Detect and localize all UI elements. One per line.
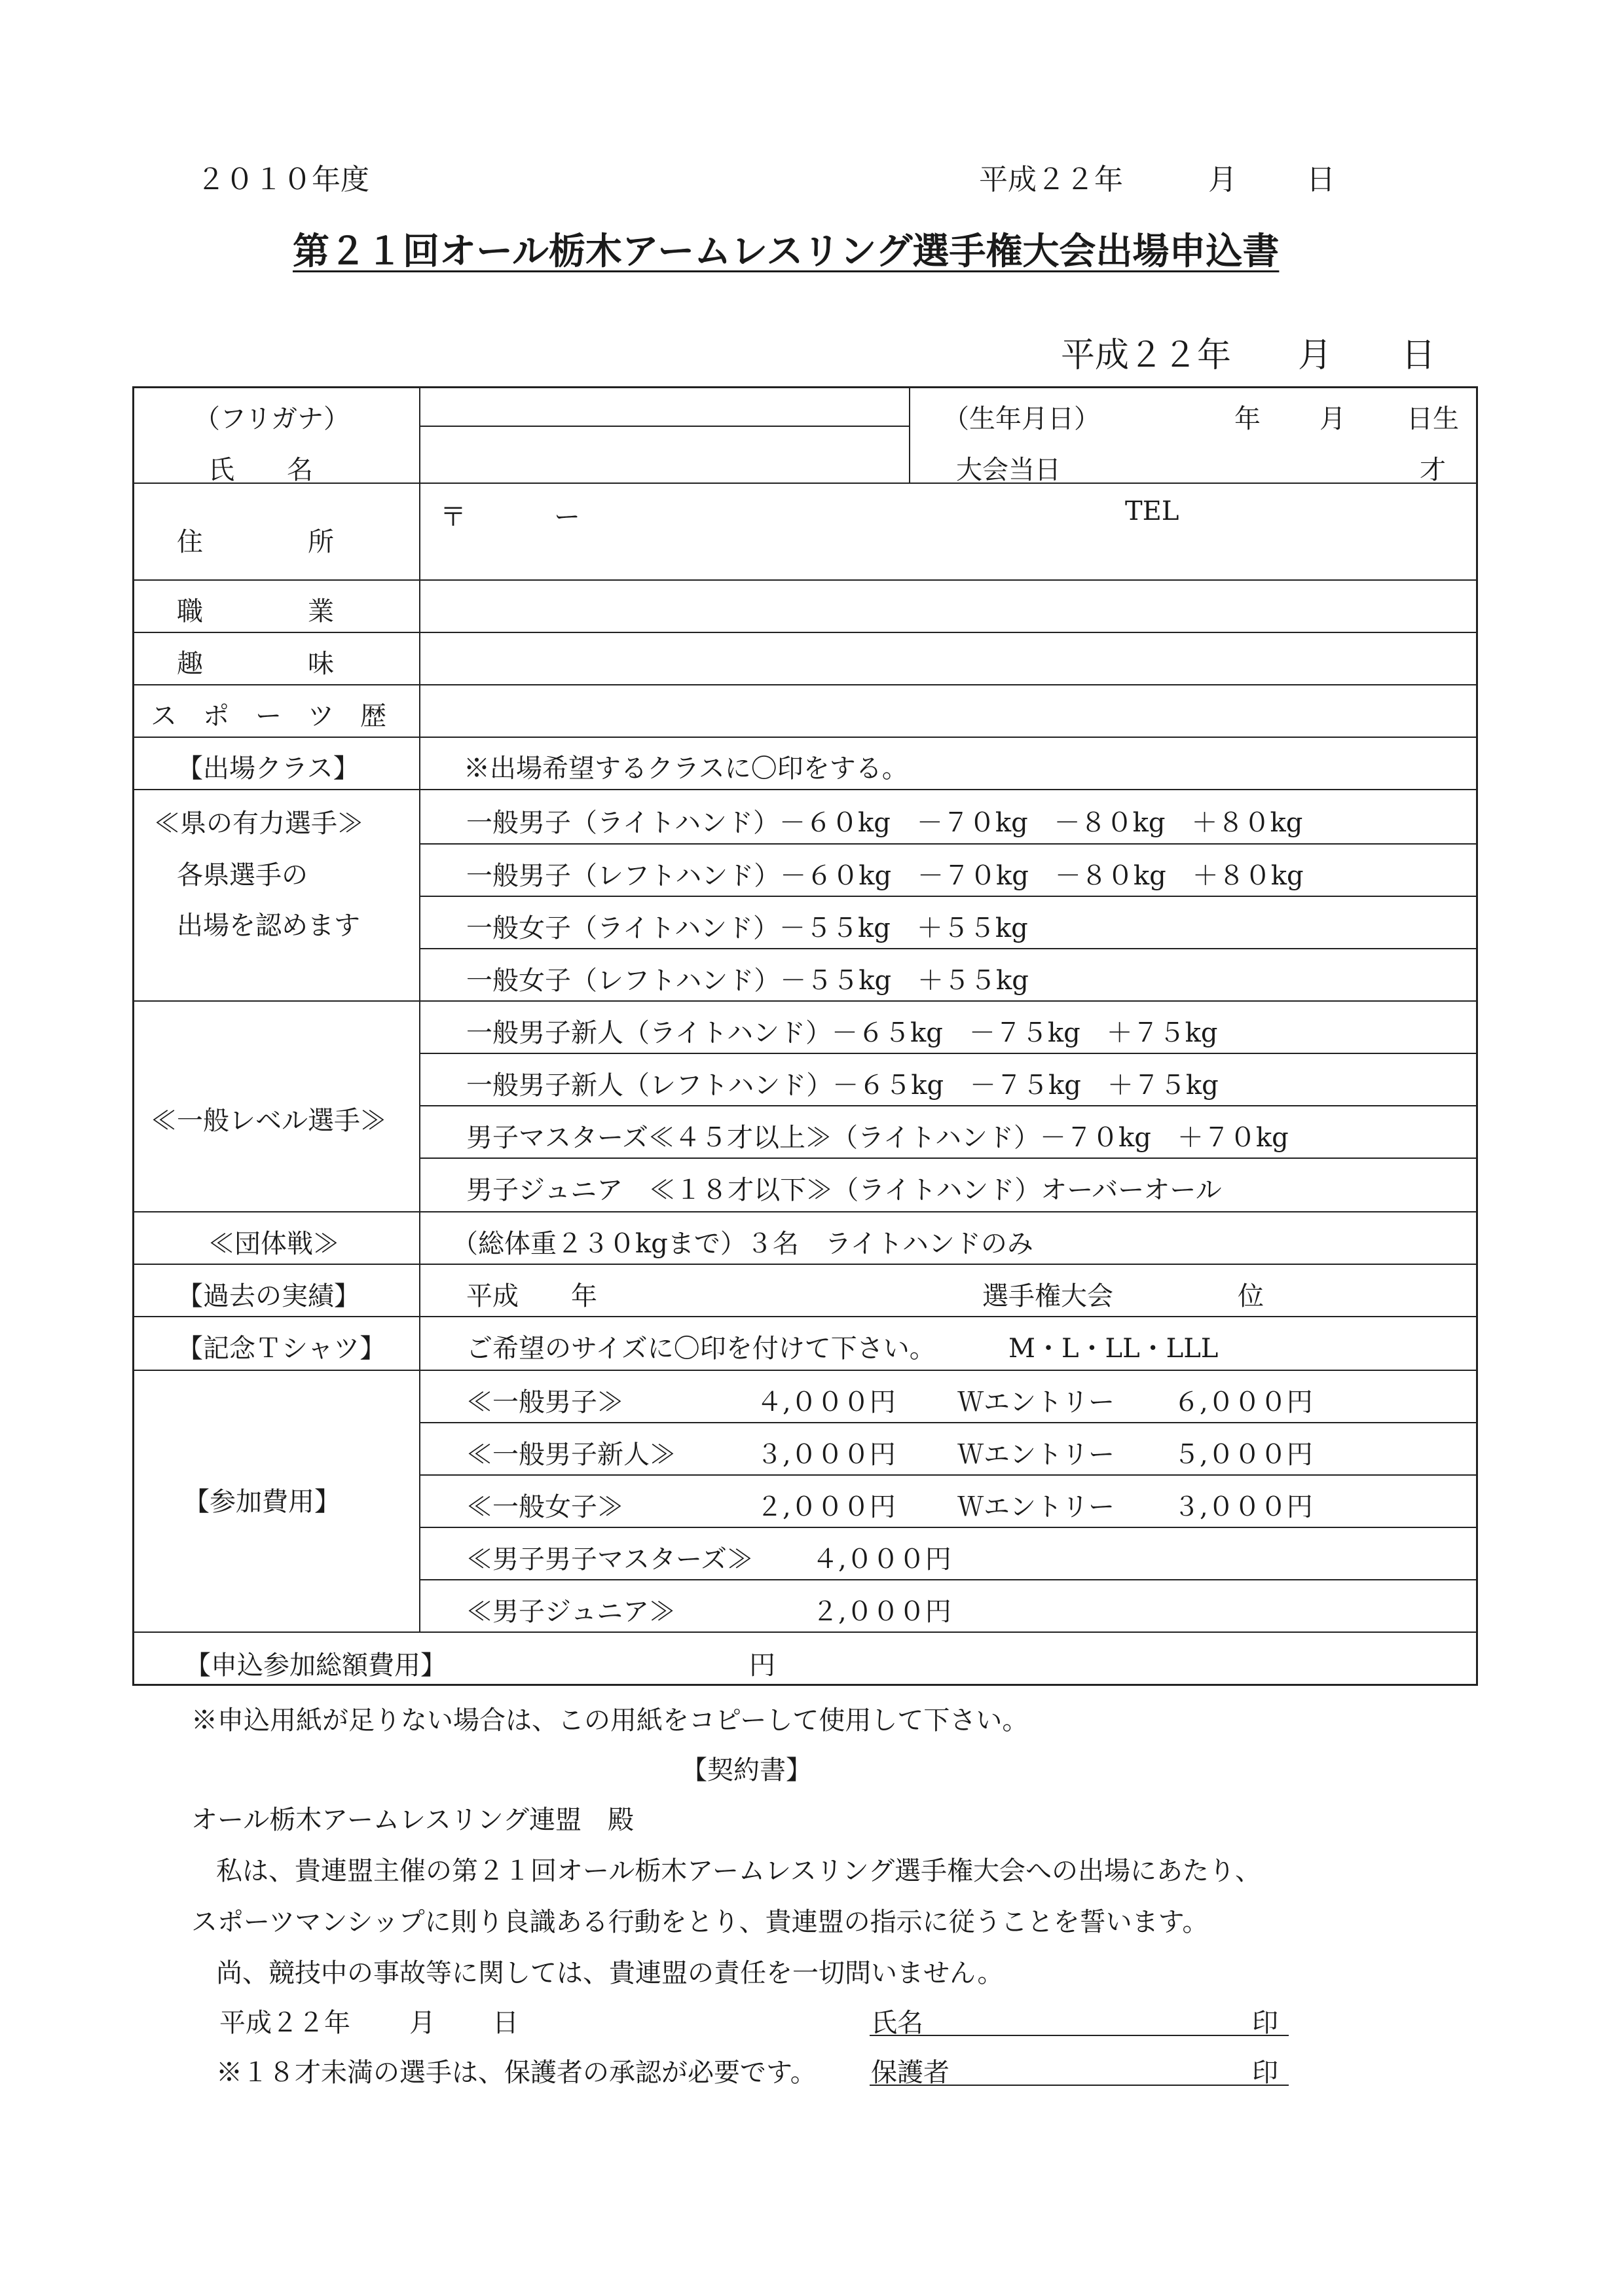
class-option[interactable]: 一般女子（レフトハンド）－５５kg ＋５５kg [466,966,1029,996]
sign-date-day: 日 [492,2008,519,2038]
form-date-day: 日 [1401,336,1436,375]
occupation-field[interactable] [422,582,1473,629]
w-entry-price: ５,０００円 [1173,1440,1313,1470]
fee-price: ２,０００円 [812,1597,951,1627]
strong-players-note-2: 出場を認めます [177,911,360,941]
guardian-seal: 印 [1252,2058,1278,2088]
postal-mark: 〒 [440,502,466,532]
class-option[interactable]: 一般男子（レフトハンド）－６０kg －７０kg －８０kg ＋８０kg [466,861,1304,891]
header-date-month: 月 [1208,163,1237,196]
w-entry-price: ３,０００円 [1173,1492,1313,1522]
name-label: 氏 名 [208,455,313,485]
hobby-label: 趣 味 [177,649,334,679]
class-option[interactable]: 一般女子（ライトハンド）－５５kg ＋５５kg [466,913,1028,943]
contract-title: 【契約書】 [681,1755,812,1785]
w-entry-label: Ｗエントリー [957,1387,1115,1417]
record-era: 平成 年 [466,1281,597,1311]
age-unit: 才 [1420,455,1446,485]
tshirt-label: 【記念Ｔシャツ】 [177,1334,386,1364]
general-players-label: ≪一般レベル選手≫ [151,1106,386,1136]
birth-month-unit: 月 [1320,404,1346,434]
fee-price: ４,０００円 [756,1387,896,1417]
class-option[interactable]: 一般男子（ライトハンド）－６０kg －７０kg －８０kg ＋８０kg [466,808,1303,838]
fee-name: ≪一般男子≫ [466,1387,623,1417]
tel-label: TEL [1125,496,1179,526]
form-date-era: 平成２２年 [1061,336,1232,375]
hobby-field[interactable] [422,634,1473,682]
signer-seal: 印 [1252,2008,1278,2038]
class-option[interactable]: 男子ジュニア ≪１８才以下≫（ライトハンド）オーバーオール [466,1175,1222,1205]
fee-price: ２,０００円 [756,1492,896,1522]
total-fee-label: 【申込参加総額費用】 [185,1650,447,1681]
contract-addressee: オール栃木アームレスリング連盟 殿 [191,1805,634,1835]
strong-players-label: ≪県の有力選手≫ [154,809,363,839]
address-label: 住 所 [177,527,334,557]
occupation-label: 職 業 [177,596,334,627]
birth-day-unit: 日生 [1407,404,1459,434]
fee-name: ≪一般女子≫ [466,1492,623,1522]
sports-history-field[interactable] [422,687,1473,734]
postal-dash: ー [554,502,580,532]
w-entry-label: Ｗエントリー [957,1492,1115,1522]
birth-year-unit: 年 [1234,404,1261,434]
w-entry-price: ６,０００円 [1173,1387,1313,1417]
total-fee-unit: 円 [749,1650,775,1681]
record-event: 選手権大会 [982,1281,1113,1311]
class-option[interactable]: 一般男子新人（ライトハンド）－６５kg －７５kg ＋７５kg [466,1018,1218,1048]
total-fee-field[interactable] [471,1637,747,1680]
sign-date-month: 月 [409,2008,435,2038]
tshirt-instruction: ご希望のサイズに〇印を付けて下さい。 [466,1334,936,1364]
pledge-line-1: 私は、貴連盟主催の第２１回オール栃木アームレスリング選手権大会への出場にあたり、 [216,1856,1261,1886]
fiscal-year: ２０１０年度 [196,163,369,196]
page-title: 第２１回オール栃木アームレスリング選手権大会出場申込書 [293,230,1280,273]
w-entry-label: Ｗエントリー [957,1440,1115,1470]
pledge-line-2: スポーツマンシップに則り良識ある行動をとり、貴連盟の指示に従うことを誓います。 [191,1907,1209,1937]
fee-price: ４,０００円 [812,1544,951,1575]
signer-name-line[interactable] [870,2035,1289,2036]
header-date-day: 日 [1306,163,1335,196]
pledge-line-3: 尚、競技中の事故等に関しては、貴連盟の責任を一切問いません。 [216,1958,1004,1988]
tshirt-sizes[interactable]: M・L・LL・LLL [1008,1334,1219,1364]
furigana-field[interactable] [422,389,906,423]
birth-label: （生年月日） [943,404,1100,434]
sports-history-label: ス ポ ー ツ 歴 [151,701,386,731]
copy-note: ※申込用紙が足りない場合は、この用紙をコピーして使用して下さい。 [191,1705,1029,1736]
record-rank: 位 [1238,1281,1264,1311]
signer-name-label: 氏名 [871,2008,923,2038]
header-date-era: 平成２２年 [979,163,1123,196]
guardian-label: 保護者 [871,2058,950,2088]
fee-price: ３,０００円 [756,1440,896,1470]
fee-name: ≪男子男子マスターズ≫ [466,1544,753,1575]
class-option[interactable]: 一般男子新人（レフトハンド）－６５kg －７５kg ＋７５kg [466,1070,1219,1101]
strong-players-note-1: 各県選手の [177,860,308,890]
team-option[interactable]: （総体重２３０kgまで）３名 ライトハンドのみ [452,1229,1033,1259]
fee-label: 【参加費用】 [183,1487,341,1517]
sign-date-era: 平成２２年 [219,2008,350,2038]
age-label: 大会当日 [956,455,1061,485]
guardian-name-line[interactable] [870,2085,1289,2086]
name-field[interactable] [422,429,906,479]
team-label: ≪団体戦≫ [208,1229,339,1259]
class-note: ※出場希望するクラスに〇印をする。 [464,754,908,784]
fee-name: ≪一般男子新人≫ [466,1440,676,1470]
fee-name: ≪男子ジュニア≫ [466,1597,676,1627]
record-label: 【過去の実績】 [177,1281,360,1311]
address-field[interactable] [422,486,1473,577]
class-label: 【出場クラス】 [177,754,360,784]
guardian-note: ※１８才未満の選手は、保護者の承認が必要です。 [216,2058,817,2088]
furigana-label: （フリガナ） [194,404,350,434]
form-date-month: 月 [1298,336,1333,375]
class-option[interactable]: 男子マスターズ≪４５才以上≫（ライトハンド）－７０kg ＋７０kg [466,1123,1289,1153]
